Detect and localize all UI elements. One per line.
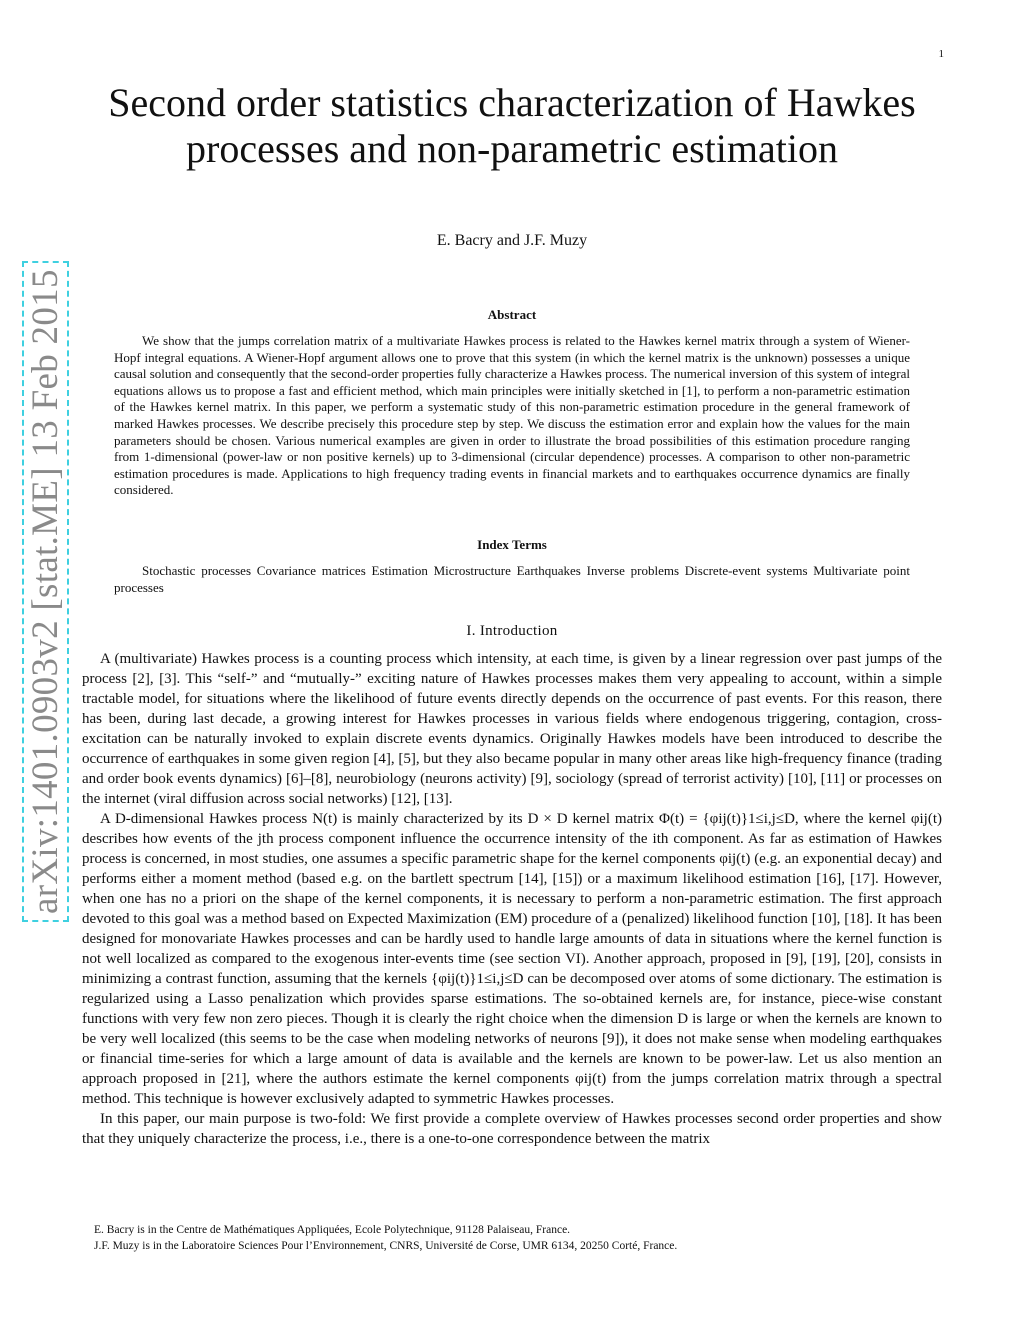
authors: E. Bacry and J.F. Muzy bbox=[436, 232, 588, 249]
paragraph: In this paper, our main purpose is two-fold: We first provide a complete overview of Hawkes processes second order properties and show that they uniquely characterize the process, i.e., there is a one-to-one correspondence between the matrix bbox=[82, 1111, 942, 1147]
section-body bbox=[82, 649, 942, 1149]
arxiv-stamp-text: arXiv:1401.0903v2 [stat.ME] 13 Feb 2015 bbox=[22, 261, 69, 922]
arxiv-stamp bbox=[22, 0, 69, 922]
abstract-heading: Abstract bbox=[487, 307, 537, 322]
footnote: J.F. Muzy is in the Laboratoire Sciences Pour l’Environnement, CNRS, Université de Corse, UMR 6134, 20250 Corté, France. bbox=[94, 1240, 678, 1252]
abstract-text: We show that the jumps correlation matrix of a multivariate Hawkes process is related to the Hawkes kernel matrix through a system of Wiener-Hopf integral equations. A Wiener-Hopf argument allows one to prove that this system (in which the kernel matrix is the unknown) possesses a unique causal solution and consequently that the second-order properties fully characterize a Hawkes process. The numerical inversion of this system of integral equations allows us to propose a fast and efficient method, which main principles were initially sketched in [1], to perform a non-parametric estimation of the Hawkes kernel matrix. In this paper, we perform a systematic study of this non-parametric estimation procedure in the general framework of marked Hawkes processes. We describe precisely this procedure step by step. We discuss the estimation error and explain how the values for the main parameters should be chosen. Various numerical examples are given in order to illustrate the broad possibilities of this estimation procedure ranging from 1-dimensional (power-law or non positive kernels) up to 3-dimensional (circular dependence) processes. A comparison to other non-parametric estimation procedures is made. Applications to high frequency trading events in financial markets and to earthquakes occurrence dynamics are finally considered. bbox=[114, 333, 910, 498]
footnotes bbox=[82, 1222, 942, 1254]
paragraph: A D-dimensional Hawkes process N(t) is mainly characterized by its D × D kernel matrix Φ(t) = {φij(t)}1≤i,j≤D, where the kernel φij(t) describes how events of the jth process component influence the occurrence intensity of the ith component. As far as estimation of Hawkes process is concerned, in most studies, one assumes a specific parametric shape for the kernel components φij(t) (e.g. an exponential decay) and performs either a moment method (based e.g. on the bartlett spectrum [14], [15]) or a maximum likelihood estimation [16], [17]. However, when one has no a priori on the shape of the kernel components, it is necessary to perform a non-parametric estimation. The first approach devoted to this goal was a method based on Expected Maximization (EM) procedure of a (penalized) likelihood function [10], [18]. It has been designed for monovariate Hawkes processes and can be hardly used to handle large amounts of data in situations where the kernel function is not well localized as compared to the exogenous inter-events time (see section VI). Another approach, proposed in [9], [19], [20], consists in minimizing a contrast function, assuming that the kernels {φij(t)}1≤i,j≤D can be decomposed over atoms of some dictionary. The estimation is regularized using a Lasso penalization which provides sparse estimations. The so-obtained kernels are, for instance, piece-wise constant functions with very few non zero pieces. Though it is clearly the right choice when the dimension D is large or when the kernels are known to be very well localized (this seems to be the case when modeling networks of neurons [9]), it does not make sense when modeling earthquakes or financial time-series for which a large amount of data is available and the kernels are known to be power-law. Let us also mention an approach proposed in [21], where the authors estimate the kernel components φij(t) from the jumps correlation matrix through a spectral method. This technique is however exclusively adapted to symmetric Hawkes processes. bbox=[82, 811, 942, 1107]
paragraph: A (multivariate) Hawkes process is a counting process which intensity, at each time, is given by a linear regression over past jumps of the process [2], [3]. This “self-” and “mutually-” exciting nature of Hawkes processes makes them very appealing to account, within a simple tractable model, for situations where the likelihood of future events directly depends on the occurrence of past events. For this reason, there has been, during last decade, a growing interest for Hawkes processes in various fields where endogenous triggering, contagion, cross-excitation can be naturally invoked to explain discrete events dynamics. Originally Hawkes models have been introduced to describe the occurrence of earthquakes in some given region [4], [5], but they also became popular in many other areas like high-frequency finance (trading and order book events dynamics) [6]–[8], neurobiology (neurons activity) [9], sociology (spread of terrorist activity) [10], [11] or processes on the internet (viral diffusion across social networks) [12], [13]. bbox=[82, 651, 942, 807]
index-terms-heading: Index Terms bbox=[477, 537, 547, 552]
index-terms-text: Stochastic processes Covariance matrices Estimation Microstructure Earthquakes Inverse problems Discrete-event systems Multivariate point processes bbox=[114, 563, 910, 595]
section-heading: I. Introduction bbox=[466, 623, 558, 639]
footnote: E. Bacry is in the Centre de Mathématiques Appliquées, Ecole Polytechnique, 91128 Palaiseau, France. bbox=[94, 1224, 571, 1236]
page-number: 1 bbox=[938, 48, 944, 60]
paper-title: Second order statistics characterization of Hawkes processes and non-parametric estimation bbox=[108, 80, 916, 171]
